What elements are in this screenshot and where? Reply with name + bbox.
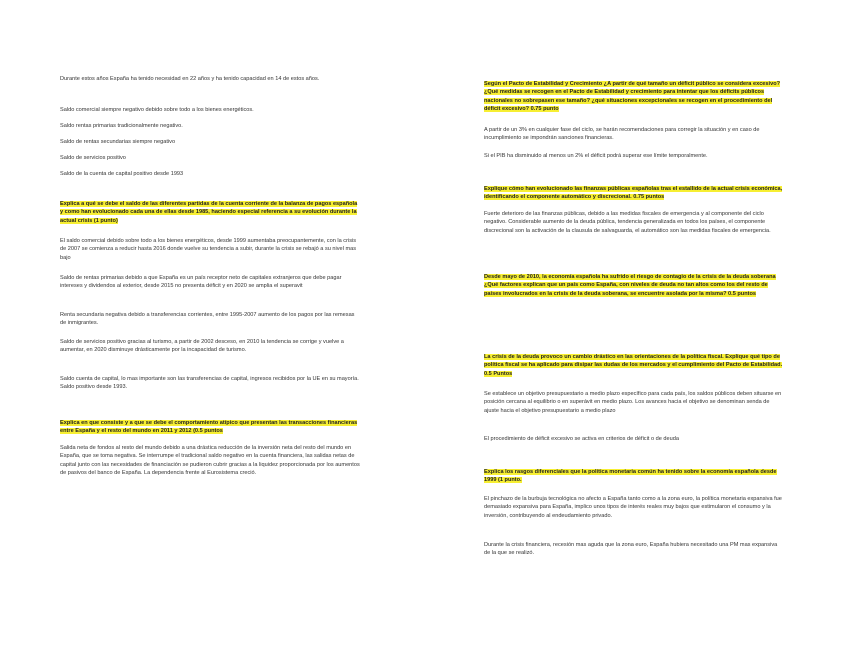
paragraph: El pinchazo de la burbuja tecnológica no afecto a España tanto como a la zona euro, la política monetaria expansiva fue demasiado expansiva para España, implico unos tipos de interés reales muy bajos que estimularon el consumo y la inversión, contribuyendo al endeudamiento privado.: [484, 496, 782, 519]
paragraph: Saldo cuenta de capital, lo mas importante son las transferencias de capital, ingresos recibidos por la UE en su mayoría. Saldo positivo desde 1993.: [60, 376, 359, 391]
question-heading: La crisis de la deuda provoco un cambio drástico en las orientaciones de la política fiscal. Explique qué tipo de política fiscal se ha aplicado para disipar las dudas de los mercados y el cumplimiento del Pacto de Estabilidad. 0.5 Puntos: [484, 354, 783, 377]
question-heading: Explique cómo han evolucionado las finanzas públicas españolas tras el estallido de la actual crisis económica, identificando el componente automático y discrecional. 0.75 puntos: [484, 186, 783, 201]
paragraph: Renta secundaria negativa debido a transferencias corrientes, entre 1995-2007 aumento de los pagos por las remesas de inmigrantes.: [60, 312, 355, 327]
paragraph: El procedimiento de déficit excesivo se activa en criterios de déficit o de deuda: [484, 436, 679, 442]
paragraph: Se establece un objetivo presupuestario a medio plazo específico para cada país, los saldos públicos deben situarse en posición cercana al equilibrio o en superávit en medio plazo. Los avances hacia el objetivo se denominan senda de ajuste hacia el objetivo presupuestario a medio plazo: [484, 391, 782, 414]
paragraph: Fuerte deterioro de las finanzas públicas, debido a las medidas fiscales de emergencia y al componente del ciclo negativo. Considerable aumento de la deuda pública, tendencia generalizada en todos los países, el componente discrecional son la activación de la clausula de salvaguarda, el automático son las medidas fiscales de emergencia.: [484, 211, 771, 234]
paragraph: El saldo comercial debido sobre todo a los bienes energéticos, desde 1999 aumentaba preocupantemente, con la crisis de 2007 se comienza a reducir hasta 2016 donde vuelve su tendencia a subir, durante la crisis se rebajó a su nivel mas bajo: [60, 238, 357, 261]
paragraph: Saldo de rentas primarias debido a que España es un país receptor neto de capitales extranjeros que debe pagar intereses y dividendos al exterior, desde 2015 no presenta déficit y en 2020 se amplia el superavit: [60, 275, 342, 290]
paragraph: Saldo de servicios positivo gracias al turismo, a partir de 2002 desceso, en 2010 la tendencia se corrige y vuelve a aumentar, en 2020 disminuye drásticamente por la incapacidad de turismo.: [60, 339, 344, 354]
question-heading: Según el Pacto de Estabilidad y Crecimiento ¿A partir de qué tamaño un déficit público se considera excesivo? ¿Qué medidas se recogen en el Pacto de Estabilidad y crecimiento para intentar que los déficits públicos nacionales no sobrepasen ese tamaño? ¿qué situaciones excepcionales se recogen en el procedimiento del déficit excesivo? 0.75 punto: [484, 81, 781, 112]
question-heading: Explica en que consiste y a que se debe el comportamiento atípico que presentan las transacciones financieras entre España y el resto del mundo en 2011 y 2012 (0.5 puntos: [60, 420, 358, 435]
paragraph: Salida neta de fondos al resto del mundo debido a una drástica reducción de la inversión neta del resto del mundo en España, que se toma negativa. Se interrumpe el tradicional saldo negativo en la cuenta financiera, las salidas netas de capital junto con las necesidades de financiación se pudieron cubrir gracias a la liquidez proporcionada por los aumentos de pasivos del banco de España. La dependencia frente al Eurosistema creció.: [60, 445, 360, 476]
paragraph: Durante la crisis financiera, recesión mas aguda que la zona euro, España hubiera necesitado una PM mas expansiva de la que se realizó.: [484, 542, 778, 557]
paragraph: Durante estos años España ha tenido necesidad en 22 años y ha tenido capacidad en 14 de estos años.: [60, 76, 320, 82]
paragraph: Saldo de rentas secundarias siempre negativo: [60, 139, 176, 145]
question-heading: Desde mayo de 2010, la economía española ha sufrido el riesgo de contagio de la crisis de la deuda soberana ¿Qué factores explican que un país como España, con niveles de deuda no tan altos como los del resto de países involucrados en la crisis de la deuda soberana, se encuentre asolada por la misma? 0.5 puntos: [484, 274, 776, 297]
paragraph: Saldo comercial siempre negativo debido sobre todo a los bienes energéticos.: [60, 107, 254, 113]
question-heading: Explica los rasgos diferenciales que la política monetaria común ha tenido sobre la economía española desde 1999 (1 punto.: [484, 469, 777, 484]
paragraph: A partir de un 3% en cualquier fase del ciclo, se harán recomendaciones para corregir la situación y en caso de incumplimiento se impondrán sanciones financieras.: [484, 127, 760, 142]
question-heading: Explica a qué se debe el saldo de las diferentes partidas de la cuenta corriente de la balanza de pagos española y como han evolucionado cada una de ellas desde 1985, haciendo especial referencia a su evolución durante la actual crisis (1 punto): [60, 201, 358, 224]
paragraph: Saldo de la cuenta de capital positivo desde 1993: [60, 171, 184, 177]
paragraph: Saldo rentas primarias tradicionalmente negativo.: [60, 123, 183, 129]
paragraph: Si el PIB ha disminuido al menos un 2% el déficit podrá superar ese límite temporalmente.: [484, 153, 708, 159]
paragraph: Saldo de servicios positivo: [60, 155, 126, 161]
